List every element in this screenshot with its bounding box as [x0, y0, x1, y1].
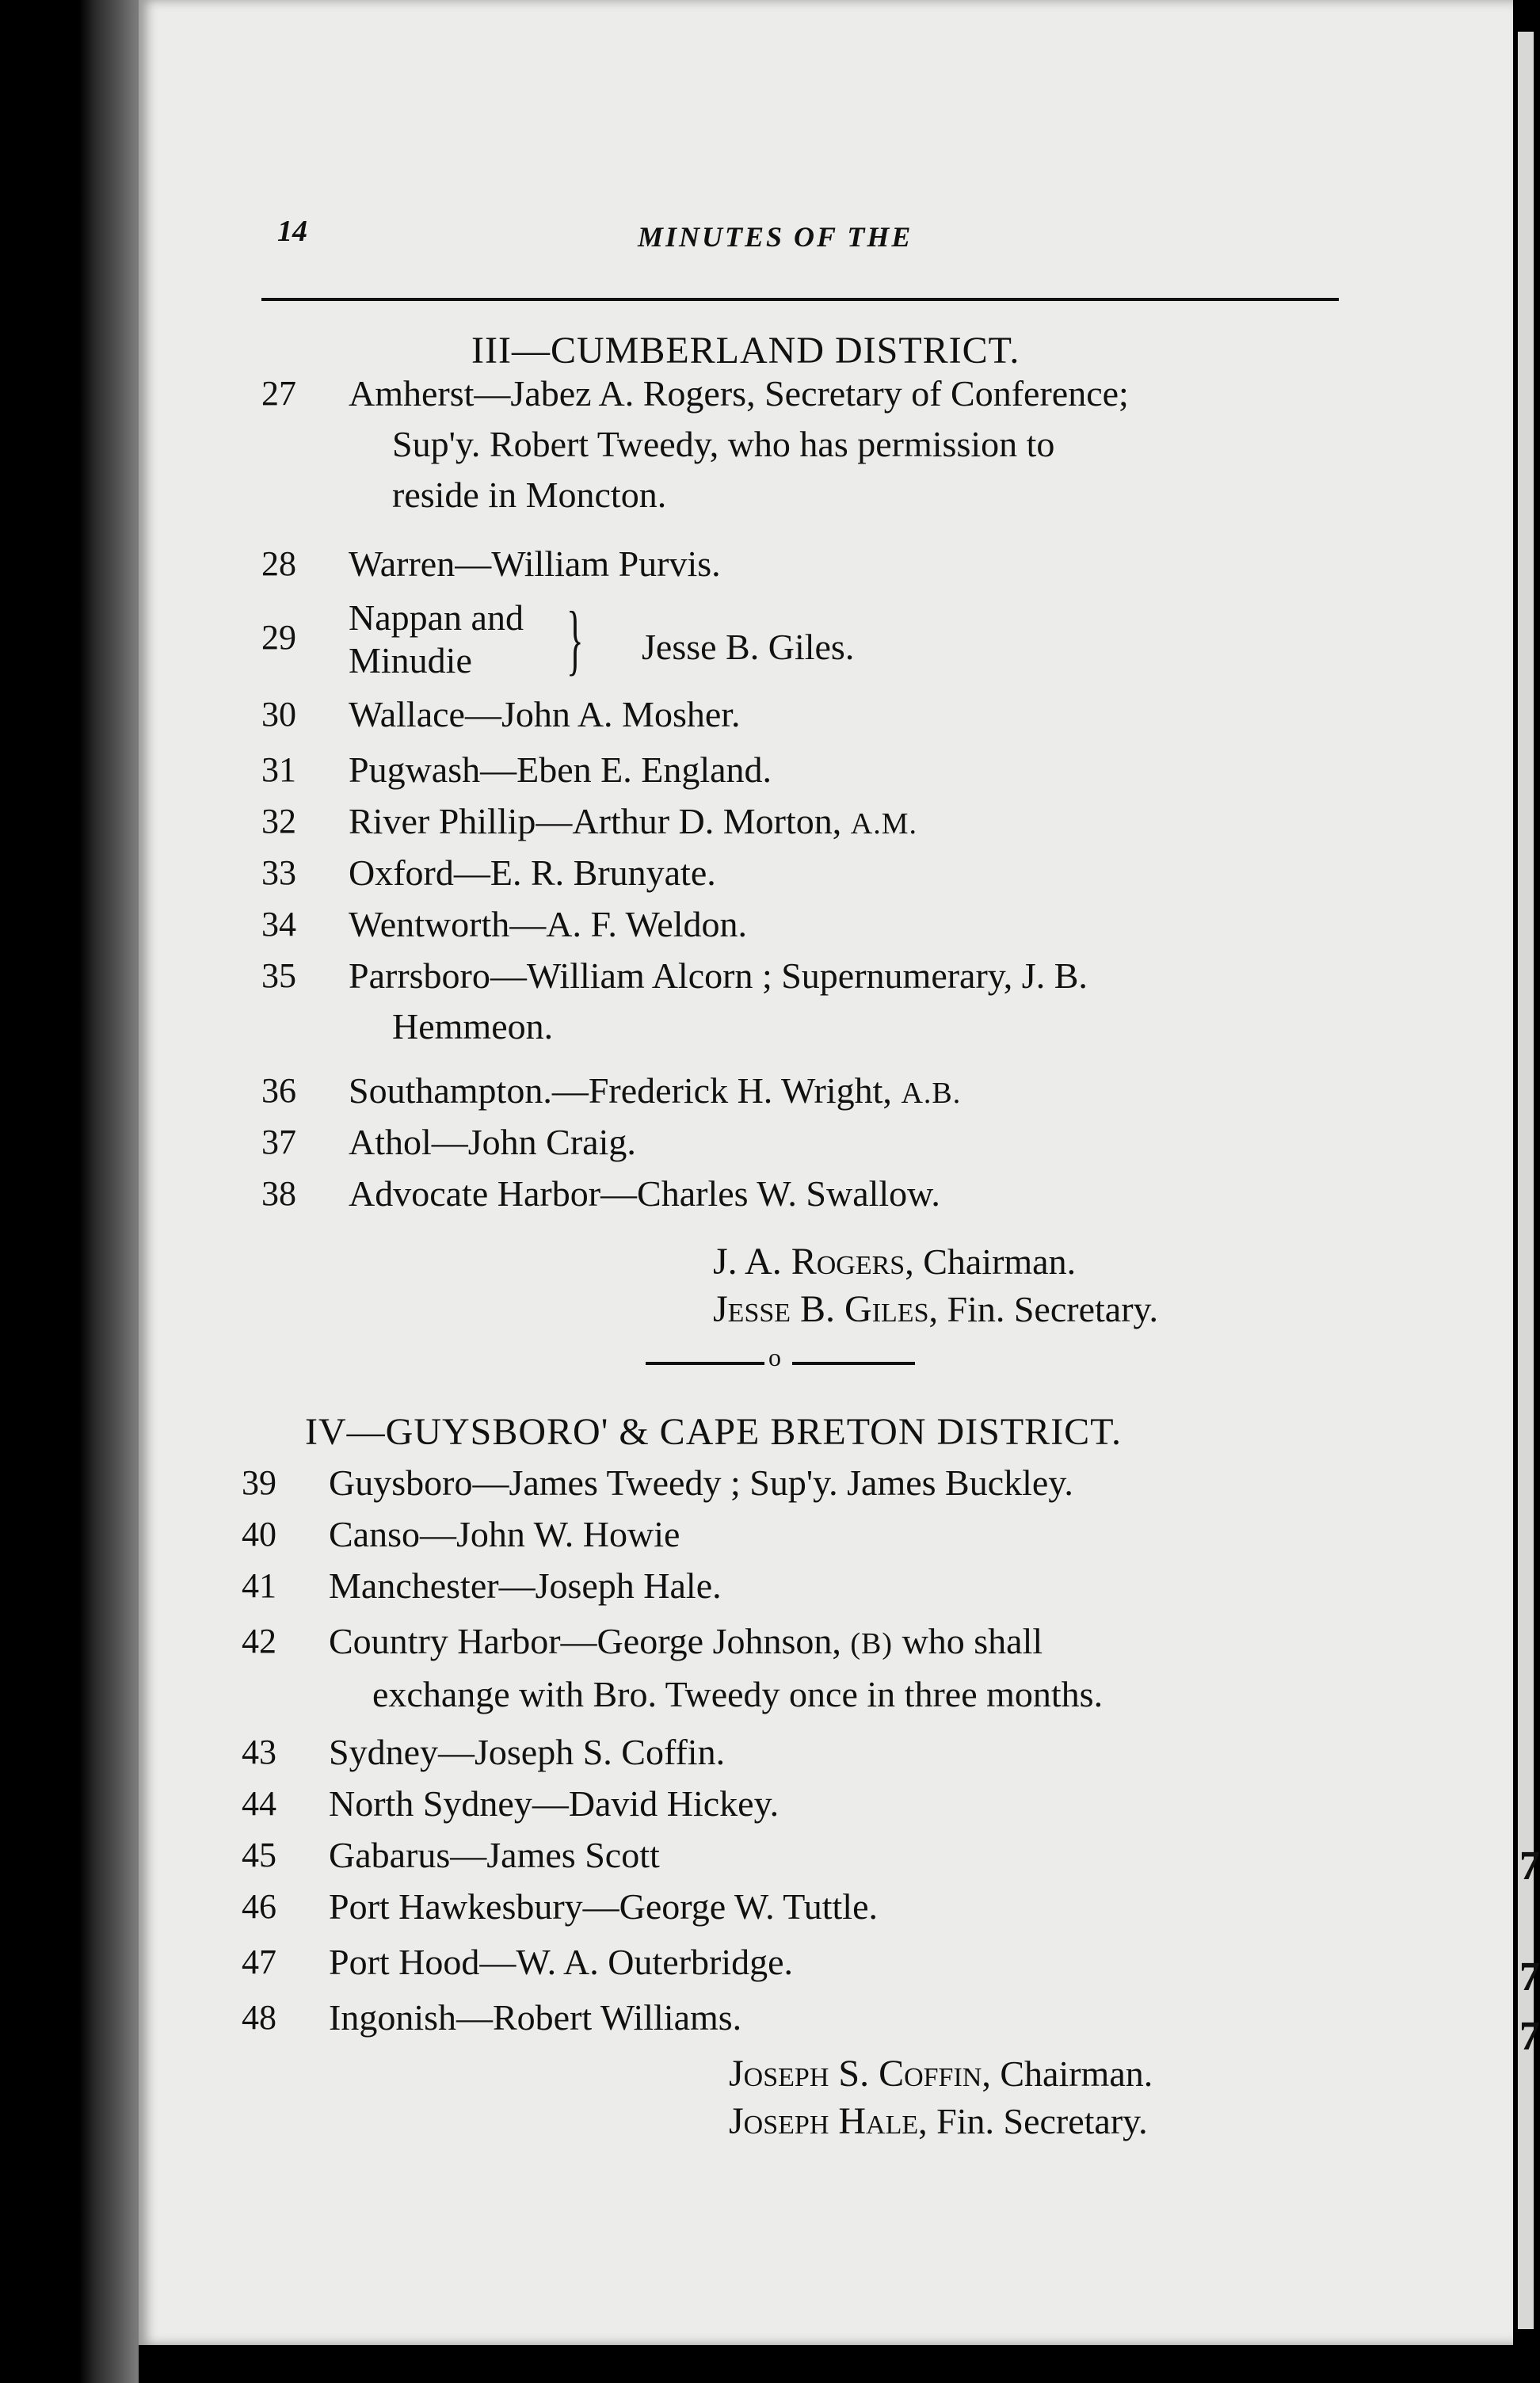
degree-abbrev: A.M.: [850, 807, 917, 841]
entry-text: Warren—William Purvis.: [349, 543, 721, 584]
entry-text: Guysboro—James Tweedy ; Sup'y. James Buckley.: [329, 1462, 1073, 1503]
secretary-signature: Jesse B. Giles, Fin. Secretary.: [713, 1288, 1159, 1330]
entry-number: 31: [261, 750, 296, 789]
marker-b: (B): [850, 1627, 894, 1660]
entry-text: Port Hood—W. A. Outerbridge.: [329, 1942, 794, 1982]
entry-number: 29: [261, 618, 296, 657]
entry-text: Pugwash—Eben E. England.: [349, 749, 772, 790]
entry-text: Amherst—Jabez A. Rogers, Secretary of Conference; Sup'y. Robert Tweedy, who has permission to reside in Moncton.: [349, 373, 1129, 515]
entry-number: 39: [242, 1463, 276, 1502]
entry-number: 42: [242, 1622, 276, 1660]
entry-text: Ingonish—Robert Williams.: [329, 1997, 742, 2038]
entry-text: Manchester—Joseph Hale.: [329, 1565, 722, 1606]
entry-text: River Phillip—Arthur D. Morton, A.M.: [349, 801, 917, 841]
entry-number: 36: [261, 1071, 296, 1110]
page-header: [261, 206, 1339, 261]
district-title: IV—GUYSBORO' & CAPE BRETON DISTRICT.: [305, 1411, 1122, 1453]
chairman-signature: Joseph S. Coffin, Chairman.: [729, 2053, 1153, 2095]
adjacent-page-char: 7: [1519, 2014, 1540, 2059]
brace-glyph: }: [566, 595, 584, 683]
entry-text: Gabarus—James Scott: [329, 1835, 660, 1875]
header-rule: [261, 298, 1339, 301]
entry-place: Nappan and Minudie: [349, 597, 524, 681]
scan-bottom-edge: [139, 2345, 1534, 2383]
degree-abbrev: A.B.: [901, 1077, 962, 1110]
page-number: 14: [277, 215, 307, 248]
entry-text: Sydney—Joseph S. Coffin.: [329, 1732, 726, 1772]
entry-number: 33: [261, 853, 296, 892]
entry-text: Southampton.—Frederick H. Wright, A.B.: [349, 1070, 962, 1111]
entry-text: Athol—John Craig.: [349, 1122, 636, 1162]
entry-number: 37: [261, 1123, 296, 1161]
book-binding-edge: [0, 0, 158, 2383]
entry-number: 27: [261, 374, 296, 413]
entry-number: 43: [242, 1733, 276, 1771]
section-separator: [646, 1343, 915, 1375]
entry-text: Oxford—E. R. Brunyate.: [349, 852, 716, 893]
secretary-signature: Joseph Hale, Fin. Secretary.: [729, 2100, 1148, 2142]
entry-text: Port Hawkesbury—George W. Tuttle.: [329, 1886, 878, 1927]
entry-text: Wallace—John A. Mosher.: [349, 694, 741, 734]
entry-number: 40: [242, 1515, 276, 1554]
entry-number: 41: [242, 1566, 276, 1605]
entry-text: Canso—John W. Howie: [329, 1514, 680, 1554]
separator-mark: o: [768, 1343, 781, 1371]
chairman-signature: J. A. Rogers, Chairman.: [713, 1241, 1077, 1283]
entry-number: 45: [242, 1836, 276, 1874]
entry-number: 38: [261, 1174, 296, 1213]
adjacent-page-char: 7: [1519, 1843, 1540, 1889]
entry-text: North Sydney—David Hickey.: [329, 1783, 780, 1824]
entry-text: Jesse B. Giles.: [642, 627, 855, 667]
running-head: MINUTES OF THE: [638, 221, 913, 253]
entry-text: Wentworth—A. F. Weldon.: [349, 904, 747, 944]
entry-number: 44: [242, 1784, 276, 1823]
entry-number: 48: [242, 1998, 276, 2037]
entry-number: 32: [261, 802, 296, 841]
entry-number: 47: [242, 1943, 276, 1981]
entry-text: Country Harbor—George Johnson, (B) who shall exchange with Bro. Tweedy once in three months.: [329, 1621, 1104, 1714]
entry-number: 30: [261, 695, 296, 734]
district-title: III—CUMBERLAND DISTRICT.: [471, 330, 1020, 372]
entry-number: 34: [261, 905, 296, 944]
entry-text: Advocate Harbor—Charles W. Swallow.: [349, 1173, 940, 1214]
entry-number: 28: [261, 544, 296, 583]
entry-number: 35: [261, 956, 296, 995]
entry-number: 46: [242, 1887, 276, 1926]
entry-text: Parrsboro—William Alcorn ; Supernumerary, J. B. Hemmeon.: [349, 955, 1088, 1047]
adjacent-page-char: 7: [1519, 1954, 1540, 2000]
